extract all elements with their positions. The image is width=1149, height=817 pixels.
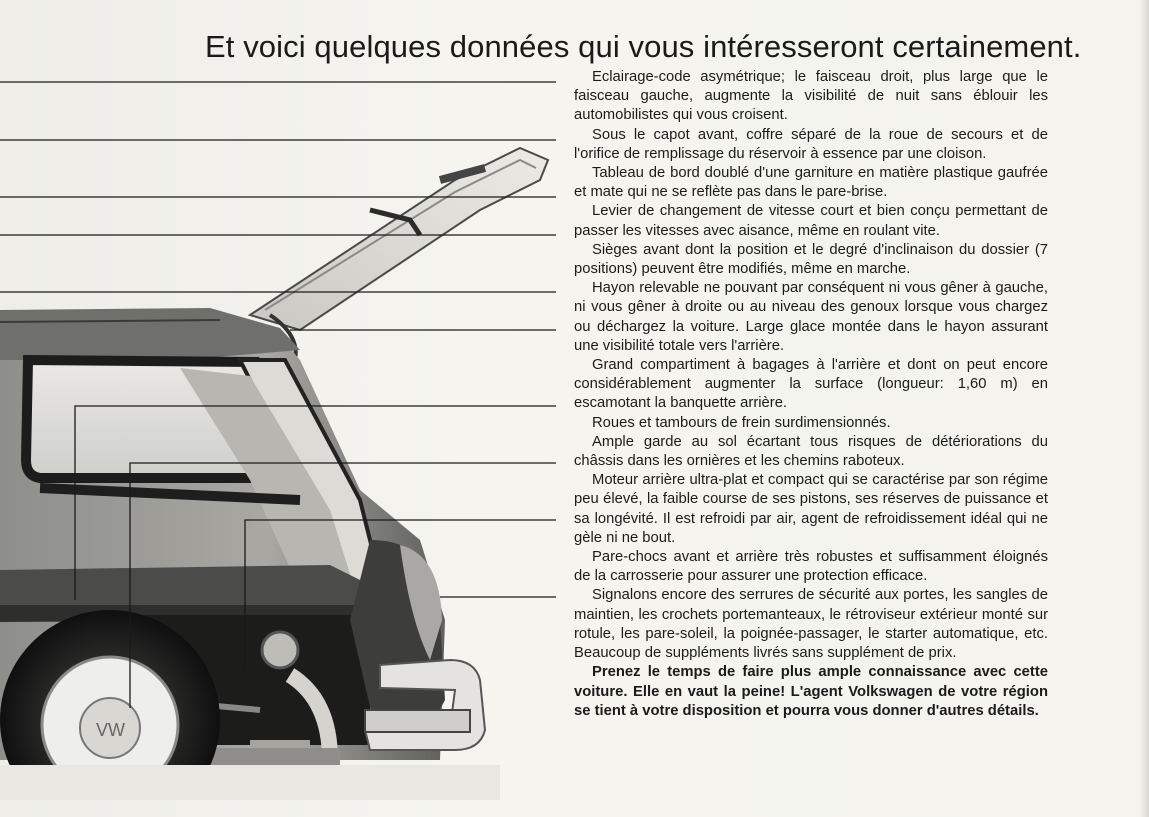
feature-paragraph: Roues et tambours de frein surdimensionnés. xyxy=(592,414,891,431)
car-photo xyxy=(0,60,560,800)
feature-paragraph: Sièges avant dont la position et le degré d'inclinaison du dossier (7 positions) peuvent être modifiés, même en marche. xyxy=(574,241,1048,278)
feature-text xyxy=(574,68,1048,721)
page-title: Et voici quelques données qui vous intéresseront certainement. xyxy=(205,28,1082,64)
feature-paragraph: Grand compartiment à bagages à l'arrière et dont on peut encore considérablement augmenter la surface (longueur: 1,60 m) en escamotant la banquette arrière. xyxy=(574,357,1048,412)
page-fold-shadow xyxy=(1139,0,1149,817)
feature-paragraph: Hayon relevable ne pouvant par conséquent ni vous gêner à gauche, ni vous gêner à droite ou au niveau des genoux lorsque vous chargez ou déchargez la voiture. Large glace montée dans le hayon assurant une visibilité totale vers l'arrière. xyxy=(574,280,1048,354)
vw-hubcap-logo: VW xyxy=(96,720,125,740)
feature-paragraph: Ample garde au sol écartant tous risques de détériorations du châssis dans les ornières et les chemins raboteux. xyxy=(574,433,1048,470)
feature-paragraph: Signalons encore des serrures de sécurité aux portes, les sangles de maintien, les crochets portemanteaux, le rétroviseur extérieur monté sur rotule, les pare-soleil, la poignée-passager, le starter automatique, etc. Beaucoup de suppléments livrés sans supplément de prix. xyxy=(574,587,1048,662)
feature-paragraph: Levier de changement de vitesse court et bien conçu permettant de passer les vitesses avec aisance, même en roulant vite. xyxy=(574,203,1048,239)
feature-paragraph: Moteur arrière ultra-plat et compact qui se caractérise par son régime peu élevé, la faible course de ses pistons, ses réserves de puissance et sa longévité. Il est refroidi par air, agent de refroidissement idéal qui ne gèle ni ne bout. xyxy=(574,472,1048,546)
feature-paragraph: Sous le capot avant, coffre séparé de la roue de secours et de l'orifice de remplissage du réservoir à essence par une cloison. xyxy=(574,126,1048,162)
feature-paragraph: Tableau de bord doublé d'une garniture en matière plastique gaufrée et mate qui ne se reflète pas dans le pare-brise. xyxy=(574,165,1048,201)
feature-paragraph: Eclairage-code asymétrique; le faisceau droit, plus large que le faisceau gauche, augmente la visibilité de nuit sans éblouir les automobilistes qui vous croisent. xyxy=(574,69,1048,124)
feature-paragraph: Pare-chocs avant et arrière très robustes et suffisamment éloignés de la carrosserie pour assurer une protection efficace. xyxy=(574,549,1048,585)
car-illustration xyxy=(0,60,560,800)
closing-paragraph: Prenez le temps de faire plus ample connaissance avec cette voiture. Elle en vaut la peine! L'agent Volkswagen de votre région se tient à votre disposition et pourra vous donner d'autres détails. xyxy=(574,664,1048,719)
